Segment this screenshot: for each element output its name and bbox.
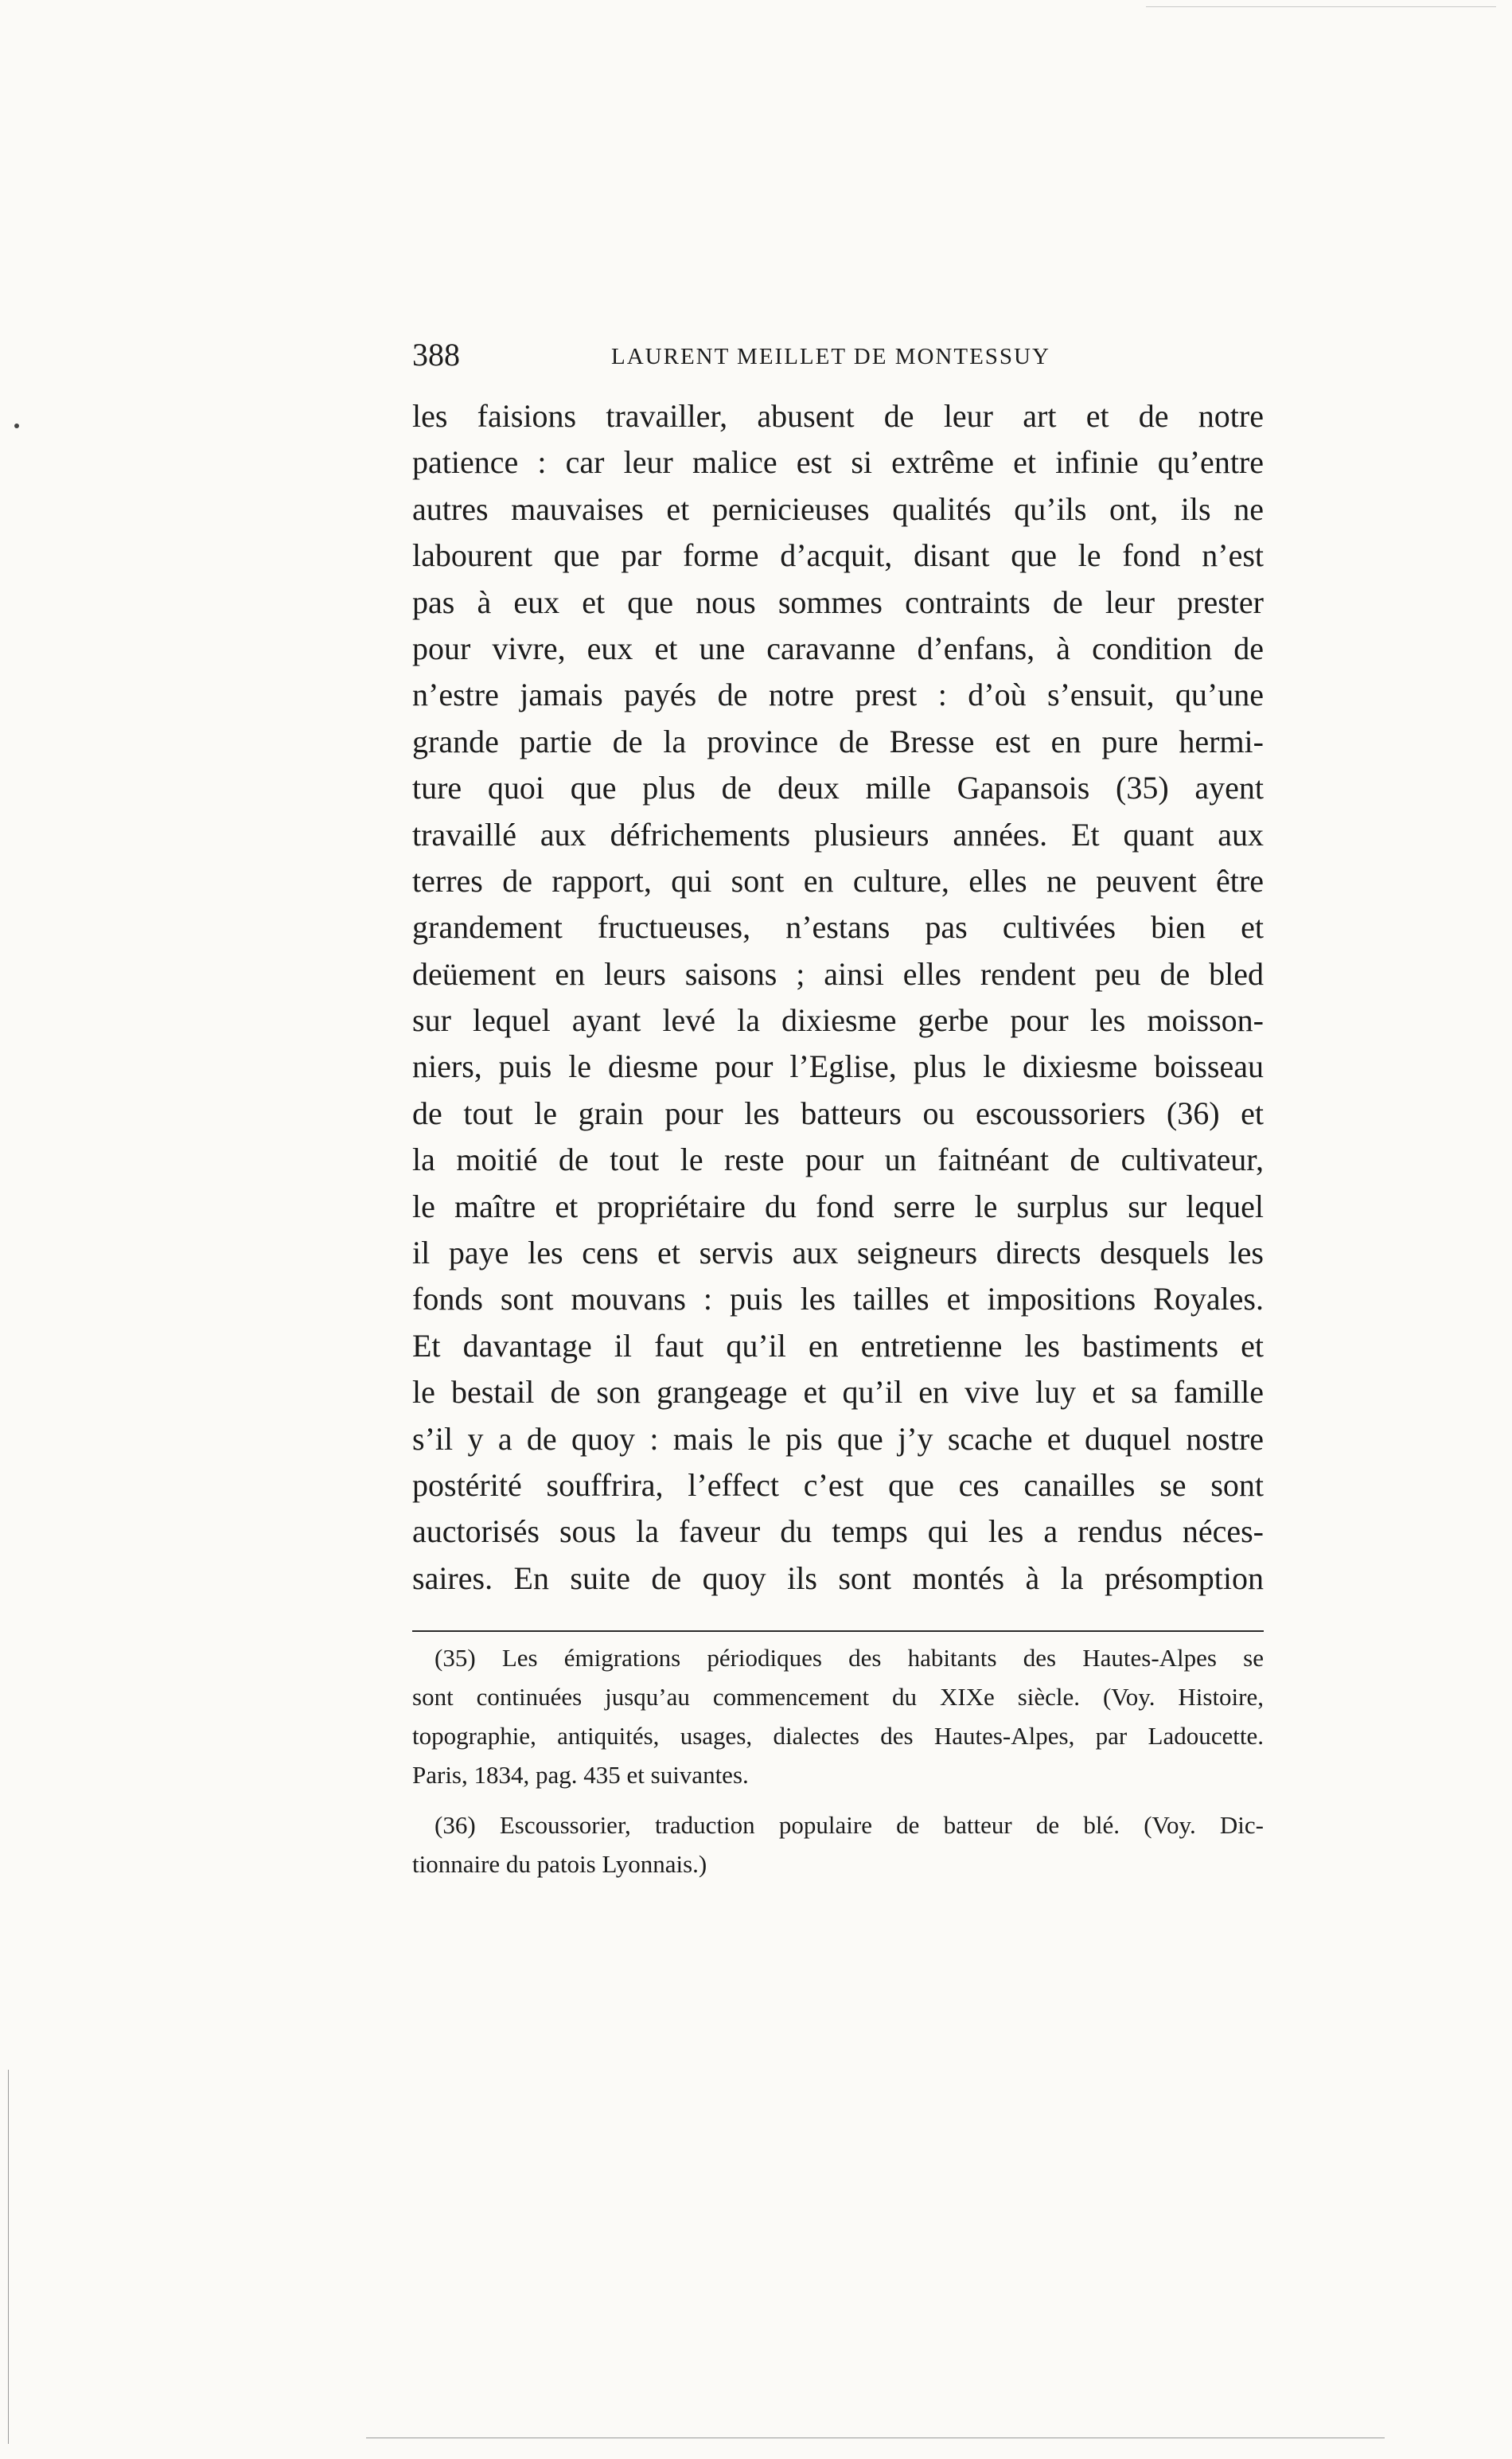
body-line: grande partie de la province de Bresse est en pure hermi- — [412, 723, 1264, 759]
body-line: il paye les cens et servis aux seigneurs directs desquels les — [412, 1235, 1264, 1271]
footnote-line: Paris, 1834, pag. 435 et suivantes. — [412, 1761, 749, 1789]
body-line: de tout le grain pour les batteurs ou escoussoriers (36) et — [412, 1095, 1264, 1131]
scan-line-left — [8, 2070, 9, 2444]
footnote-36 — [412, 1805, 1264, 1883]
body-line: la moitié de tout le reste pour un faitnéant de cultivateur, — [412, 1142, 1264, 1178]
body-line: niers, puis le diesme pour l’Eglise, plus le dixiesme boisseau — [412, 1048, 1264, 1085]
body-line: autres mauvaises et pernicieuses qualités qu’ils ont, ils ne — [412, 490, 1264, 527]
footnote-35 — [412, 1638, 1264, 1794]
footnote-gap — [412, 1794, 1264, 1805]
footnote-line: sont continuées jusqu’au commencement du XIXe siècle. (Voy. Histoire, — [412, 1683, 1264, 1711]
footnote-line: (36) Escoussorier, traduction populaire de batteur de blé. (Voy. Dic- — [435, 1811, 1264, 1839]
body-line: pas à eux et que nous sommes contraints de leur prester — [412, 584, 1264, 620]
page-header — [412, 333, 1256, 377]
body-line: deüement en leurs saisons ; ainsi elles rendent peu de bled — [412, 955, 1264, 992]
body-line: postérité souffrira, l’effect c’est que ces canailles se sont — [412, 1466, 1264, 1503]
body-line: pour vivre, eux et une caravanne d’enfans, à condition de — [412, 630, 1264, 666]
body-line: ture quoi que plus de deux mille Gapansois (35) ayent — [412, 770, 1264, 806]
body-line: saires. En suite de quoy ils sont montés à la présomption — [412, 1559, 1264, 1596]
body-line: sur lequel ayant levé la dixiesme gerbe pour les moisson- — [412, 1002, 1264, 1039]
body-line: n’estre jamais payés de notre prest : d’où s’ensuit, qu’une — [412, 677, 1264, 713]
body-text — [412, 393, 1264, 1602]
footnote-line: tionnaire du patois Lyonnais.) — [412, 1850, 707, 1878]
footnote-line: (35) Les émigrations périodiques des habitants des Hautes-Alpes se — [435, 1644, 1264, 1672]
body-line: labourent que par forme d’acquit, disant que le fond n’est — [412, 537, 1264, 574]
scan-speck — [14, 423, 19, 428]
footnote-line: topographie, antiquités, usages, dialectes des Hautes-Alpes, par Ladoucette. — [412, 1722, 1264, 1750]
body-line: grandement fructueuses, n’estans pas cultivées bien et — [412, 909, 1264, 946]
page-number: 388 — [412, 337, 460, 373]
body-line: patience : car leur malice est si extrême et infinie qu’entre — [412, 444, 1264, 481]
body-line: le bestail de son grangeage et qu’il en vive luy et sa famille — [412, 1374, 1264, 1411]
footnotes — [412, 1638, 1264, 1883]
body-line: fonds sont mouvans : puis les tailles et impositions Royales. — [412, 1281, 1264, 1317]
running-title: LAURENT MEILLET DE MONTESSUY — [611, 344, 1050, 369]
body-line: s’il y a de quoy : mais le pis que j’y scache et duquel nostre — [412, 1420, 1264, 1457]
body-line: Et davantage il faut qu’il en entretienne les bastiments et — [412, 1327, 1264, 1364]
body-line: auctorisés sous la faveur du temps qui les a rendus néces- — [412, 1513, 1264, 1550]
body-line: travaillé aux défrichements plusieurs années. Et quant aux — [412, 816, 1264, 853]
footnote-divider — [412, 1630, 1264, 1632]
body-line: le maître et propriétaire du fond serre le surplus sur lequel — [412, 1188, 1264, 1224]
scan-line-top — [1146, 6, 1496, 7]
body-line: terres de rapport, qui sont en culture, elles ne peuvent être — [412, 862, 1264, 899]
body-line: les faisions travailler, abusent de leur art et de notre — [412, 398, 1264, 434]
